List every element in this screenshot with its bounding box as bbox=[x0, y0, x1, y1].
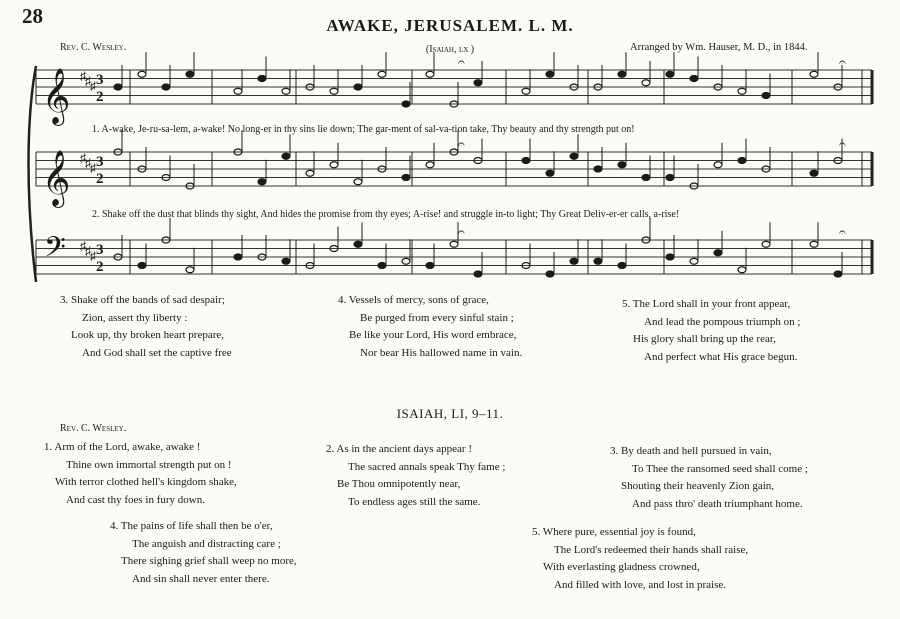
note-head bbox=[378, 71, 386, 77]
note-head bbox=[330, 162, 338, 168]
note-head bbox=[714, 162, 722, 168]
note-head bbox=[570, 153, 578, 159]
verse-line: There sighing grief shall weep no more, bbox=[121, 555, 297, 567]
s2-verse-4 bbox=[110, 518, 297, 588]
verse-line: 5. The Lord shall in your front appear, bbox=[622, 298, 791, 310]
note-head bbox=[762, 93, 770, 99]
note-head bbox=[186, 267, 194, 273]
note-head bbox=[426, 162, 434, 168]
verse-line: And perfect what His grace begun. bbox=[644, 350, 798, 363]
note-head bbox=[378, 263, 386, 269]
note-head bbox=[810, 170, 818, 176]
note-head bbox=[282, 88, 290, 94]
sharp-icon: ♯ bbox=[85, 156, 91, 170]
system-brace bbox=[29, 66, 37, 282]
section-title: ISAIAH, LI, 9–11. bbox=[396, 406, 504, 421]
notes bbox=[80, 52, 846, 277]
fermata-icon: 𝄐 bbox=[458, 55, 465, 69]
note-head bbox=[258, 76, 266, 82]
note-head bbox=[810, 241, 818, 247]
sharp-icon: ♯ bbox=[80, 239, 86, 253]
verse-line: 4. The pains of life shall then be o'er, bbox=[110, 520, 273, 532]
verse-line: And cast thy foes in fury down. bbox=[66, 493, 206, 506]
note-head bbox=[474, 80, 482, 86]
note-head bbox=[642, 80, 650, 86]
note-head bbox=[666, 254, 674, 260]
note-head bbox=[714, 250, 722, 256]
s2-verse-3 bbox=[610, 443, 808, 513]
verse-line: Nor bear His hallowed name in vain. bbox=[360, 346, 523, 359]
music-score bbox=[0, 0, 900, 300]
sharp-icon: ♯ bbox=[85, 244, 91, 258]
sharp-icon: ♯ bbox=[90, 79, 96, 93]
s2-verse-2 bbox=[326, 441, 505, 511]
verse-line: And sin shall never enter there. bbox=[132, 572, 270, 585]
clefs bbox=[42, 68, 70, 271]
time-signature: 2 bbox=[96, 259, 104, 275]
treble-clef-icon: 𝄞 bbox=[42, 150, 71, 206]
sharp-icon: ♯ bbox=[85, 74, 91, 88]
note-head bbox=[546, 71, 554, 77]
note-head bbox=[834, 271, 842, 277]
note-head bbox=[546, 271, 554, 277]
hymn-title: AWAKE, JERUSALEM. L. M. bbox=[326, 16, 574, 35]
note-head bbox=[402, 175, 410, 181]
lyric-line-2: 2. Shake off the dust that blinds thy sight, And hides the promise from thy eyes; A-rise! and struggle in-to light; Thy Great Deliv-er-er calls, a-rise! bbox=[92, 209, 680, 220]
verse-line: His glory shall bring up the rear, bbox=[633, 333, 776, 345]
note-head bbox=[282, 258, 290, 264]
note-head bbox=[570, 258, 578, 264]
scripture-reference: (Isaiah, lx ) bbox=[425, 44, 475, 55]
sharp-icon: ♯ bbox=[80, 69, 86, 83]
verse-line: Thine own immortal strength put on ! bbox=[66, 458, 232, 471]
verse-line: To endless ages still the same. bbox=[348, 495, 481, 508]
time-signature: 3 bbox=[96, 72, 104, 88]
fermata-icon: 𝄐 bbox=[839, 137, 846, 151]
note-head bbox=[138, 71, 146, 77]
verse-line: 5. Where pure, essential joy is found, bbox=[532, 526, 696, 538]
note-head bbox=[666, 175, 674, 181]
note-head bbox=[282, 153, 290, 159]
verse-line: To Thee the ransomed seed shall come ; bbox=[632, 462, 808, 475]
note-head bbox=[258, 179, 266, 185]
verse-block-3 bbox=[60, 292, 232, 362]
note-head bbox=[354, 241, 362, 247]
note-head bbox=[426, 71, 434, 77]
time-signature: 2 bbox=[96, 89, 104, 105]
note-head bbox=[138, 263, 146, 269]
verse-line: Be purged from every sinful stain ; bbox=[360, 311, 514, 324]
sharp-icon: ♯ bbox=[80, 151, 86, 165]
fermata-icon: 𝄐 bbox=[839, 55, 846, 69]
verse-line: The anguish and distracting care ; bbox=[132, 537, 281, 550]
fermata-icon: 𝄐 bbox=[839, 225, 846, 239]
lyric-line-1: 1. A-wake, Je-ru-sa-lem, a-wake! No long-er in thy sins lie down; The gar-ment of sal-va-tion take, Thy beauty and thy strength put on! bbox=[92, 124, 635, 135]
verse-line: Be Thou omnipotently near, bbox=[337, 478, 461, 490]
page-number: 28 bbox=[22, 4, 43, 28]
note-head bbox=[738, 267, 746, 273]
verse-line: 4. Vessels of mercy, sons of grace, bbox=[338, 294, 489, 306]
verse-line: Shouting their heavenly Zion gain, bbox=[621, 480, 775, 492]
verse-line: With everlasting gladness crowned, bbox=[543, 561, 700, 573]
note-head bbox=[234, 254, 242, 260]
time-signature: 2 bbox=[96, 171, 104, 187]
verse-block-5 bbox=[622, 296, 800, 366]
time-signature: 3 bbox=[96, 242, 104, 258]
note-head bbox=[114, 84, 122, 90]
sharp-icon: ♯ bbox=[90, 249, 96, 263]
verse-line: Look up, thy broken heart prepare, bbox=[71, 329, 225, 341]
note-head bbox=[618, 263, 626, 269]
verse-line: 3. By death and hell pursued in vain, bbox=[610, 445, 772, 457]
sharp-icon: ♯ bbox=[90, 161, 96, 175]
note-head bbox=[738, 88, 746, 94]
note-head bbox=[738, 158, 746, 164]
treble-clef-icon: 𝄞 bbox=[42, 68, 71, 124]
note-head bbox=[234, 88, 242, 94]
note-head bbox=[426, 263, 434, 269]
verse-line: 2. As in the ancient days appear ! bbox=[326, 443, 473, 455]
verse-line: And filled with love, and lost in praise. bbox=[554, 578, 726, 591]
verse-line: 1. Arm of the Lord, awake, awake ! bbox=[44, 441, 201, 453]
note-head bbox=[306, 170, 314, 176]
note-head bbox=[522, 88, 530, 94]
verse-line: The Lord's redeemed their hands shall raise, bbox=[554, 543, 749, 556]
note-head bbox=[546, 170, 554, 176]
verse-line: 3. Shake off the bands of sad despair; bbox=[60, 294, 225, 306]
fermata-icon: 𝄐 bbox=[458, 225, 465, 239]
note-head bbox=[594, 258, 602, 264]
verse-line: The sacred annals speak Thy fame ; bbox=[348, 460, 506, 473]
s2-verse-5 bbox=[532, 524, 748, 594]
note-head bbox=[162, 84, 170, 90]
note-head bbox=[666, 71, 674, 77]
verse-line: Be like your Lord, His word embrace, bbox=[349, 329, 517, 341]
verse-line: Zion, assert thy liberty : bbox=[82, 311, 188, 324]
note-head bbox=[450, 241, 458, 247]
note-head bbox=[402, 258, 410, 264]
arranger-credit: Arranged by Wm. Hauser, M. D., in 1844. bbox=[630, 42, 808, 53]
note-head bbox=[690, 258, 698, 264]
note-head bbox=[594, 166, 602, 172]
note-head bbox=[810, 71, 818, 77]
note-head bbox=[618, 162, 626, 168]
verse-line: And God shall set the captive free bbox=[82, 346, 232, 359]
verse-line: And pass thro' death triumphant home. bbox=[632, 497, 803, 510]
note-head bbox=[642, 175, 650, 181]
note-head bbox=[354, 179, 362, 185]
s2-verse-1 bbox=[44, 439, 237, 509]
note-head bbox=[330, 88, 338, 94]
note-head bbox=[474, 271, 482, 277]
note-head bbox=[186, 71, 194, 77]
note-head bbox=[618, 71, 626, 77]
note-head bbox=[522, 158, 530, 164]
note-head bbox=[354, 84, 362, 90]
note-head bbox=[762, 241, 770, 247]
verse-line: With terror clothed hell's kingdom shake, bbox=[55, 476, 237, 488]
time-signature: 3 bbox=[96, 154, 104, 170]
verse-line: And lead the pompous triumph on ; bbox=[644, 315, 801, 328]
verse-block-4 bbox=[338, 292, 522, 362]
bass-clef-icon: 𝄢 bbox=[44, 231, 66, 271]
fermata-icon: 𝄐 bbox=[458, 137, 465, 151]
note-head bbox=[690, 76, 698, 82]
hymn-author: Rev. C. Wesley. bbox=[60, 42, 127, 53]
section-author: Rev. C. Wesley. bbox=[60, 423, 127, 434]
note-head bbox=[402, 101, 410, 107]
